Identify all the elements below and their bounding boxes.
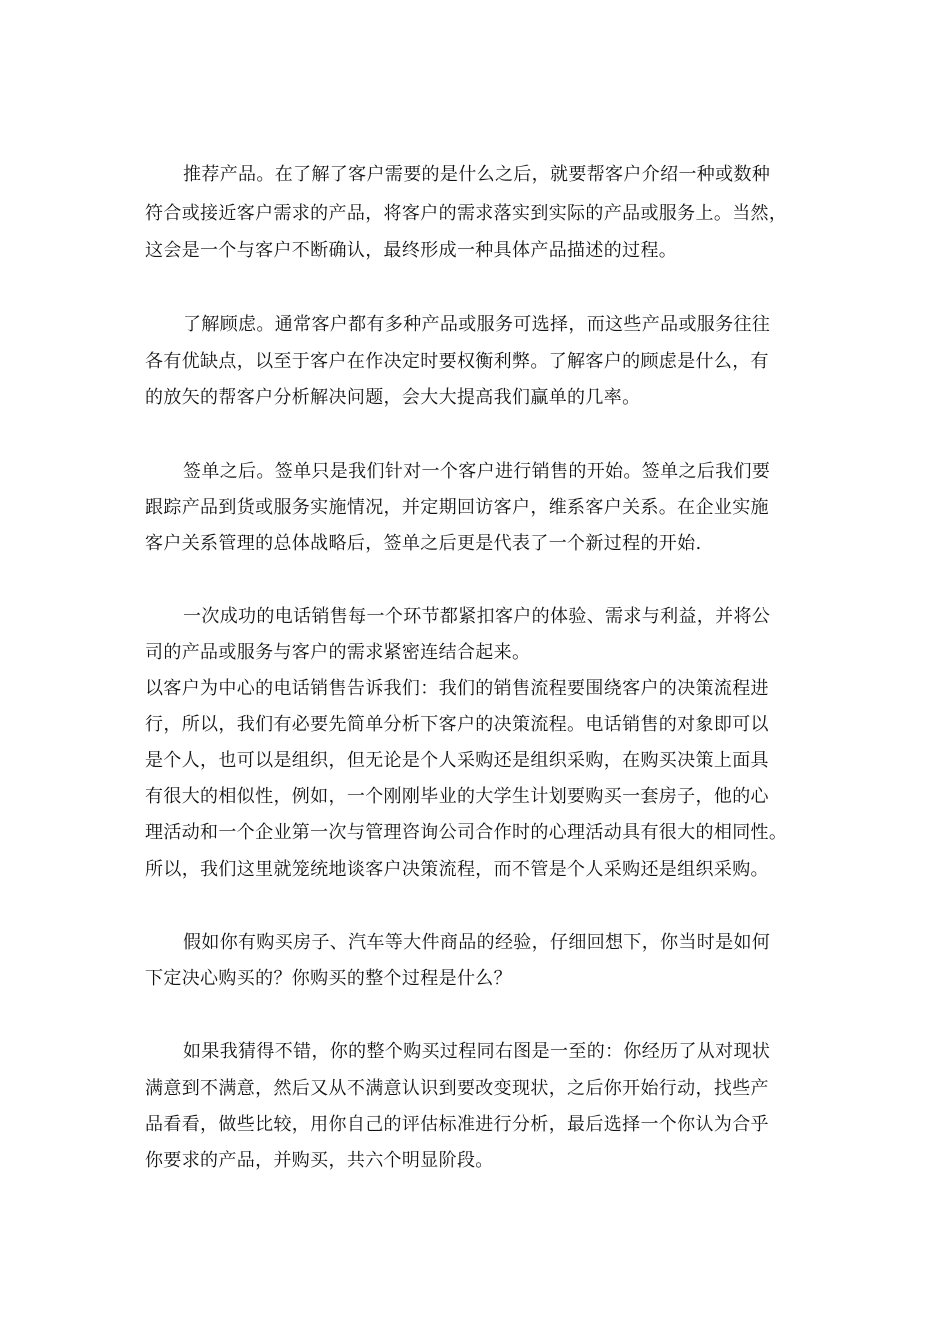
paragraph-3-line-2: 跟踪产品到货或服务实施情况，并定期回访客户，维系客户关系。在企业实施 xyxy=(145,497,769,518)
paragraph-3-line-3: 客户关系管理的总体战略后，签单之后更是代表了一个新过程的开始. xyxy=(145,533,702,554)
paragraph-4-line-1: 一次成功的电话销售每一个环节都紧扣客户的体验、需求与利益，并将公 xyxy=(183,606,771,627)
paragraph-6-line-2: 下定决心购买的？你购买的整个过程是什么？ xyxy=(145,968,512,989)
paragraph-5-line-4: 有很大的相似性，例如，一个刚刚毕业的大学生计划要购买一套房子，他的心 xyxy=(145,786,769,807)
paragraph-1-line-2: 符合或接近客户需求的产品，将客户的需求落实到实际的产品或服务上。当然， xyxy=(145,203,788,224)
paragraph-5-line-3: 是个人，也可以是组织，但无论是个人采购还是组织采购，在购买决策上面具 xyxy=(145,750,769,771)
paragraph-5-line-2: 行，所以，我们有必要先简单分析下客户的决策流程。电话销售的对象即可以 xyxy=(145,714,769,735)
paragraph-1-line-3: 这会是一个与客户不断确认，最终形成一种具体产品描述的过程。 xyxy=(145,240,678,261)
paragraph-7-line-3: 品看看，做些比较，用你自己的评估标准进行分析，最后选择一个你认为合乎 xyxy=(145,1114,769,1135)
paragraph-1-line-1: 推荐产品。在了解了客户需要的是什么之后，就要帮客户介绍一种或数种 xyxy=(183,164,771,185)
paragraph-7-line-1: 如果我猜得不错，你的整个购买过程同右图是一至的：你经历了从对现状 xyxy=(183,1041,771,1062)
paragraph-2-line-2: 各有优缺点，以至于客户在作决定时要权衡利弊。了解客户的顾虑是什么，有 xyxy=(145,351,769,372)
paragraph-2-line-1: 了解顾虑。通常客户都有多种产品或服务可选择，而这些产品或服务往往 xyxy=(183,314,771,335)
paragraph-5-line-5: 理活动和一个企业第一次与管理咨询公司合作时的心理活动具有很大的相同性。 xyxy=(145,822,788,843)
paragraph-7-line-2: 满意到不满意，然后又从不满意认识到要改变现状，之后你开始行动，找些产 xyxy=(145,1078,769,1099)
paragraph-5-line-6: 所以，我们这里就笼统地谈客户决策流程，而不管是个人采购还是组织采购。 xyxy=(145,859,769,880)
paragraph-4-line-2: 司的产品或服务与客户的需求紧密连结合起来。 xyxy=(145,642,531,663)
paragraph-2-line-3: 的放矢的帮客户分析解决问题，会大大提高我们赢单的几率。 xyxy=(145,387,641,408)
paragraph-7-line-4: 你要求的产品，并购买，共六个明显阶段。 xyxy=(145,1150,494,1171)
paragraph-3-line-1: 签单之后。签单只是我们针对一个客户进行销售的开始。签单之后我们要 xyxy=(183,461,771,482)
paragraph-5-line-1: 以客户为中心的电话销售告诉我们：我们的销售流程要围绕客户的决策流程进 xyxy=(145,678,769,699)
paragraph-6-line-1: 假如你有购买房子、汽车等大件商品的经验，仔细回想下，你当时是如何 xyxy=(183,932,771,953)
